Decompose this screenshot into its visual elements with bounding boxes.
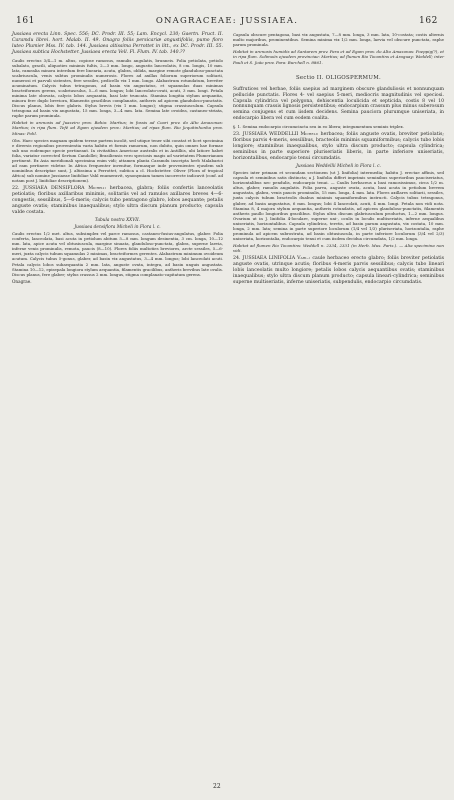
running-title: ONAGRACEAE: JUSSIAEA. (155, 16, 299, 26)
description-23: Species inter primam et secundam sectionem (ut J. linifolia) intermedia; habitu J. erectae affinis, sed capsula et seminibus satis distincta; a J. linifolia differt imprimis seminibus superioribus pauciseriatus, horizontalibus nec pendulis, endocarpio tenui. — Caulis herbaceus a basi ramosissimus, circa 1/2 m. altus, glaber, ramulis angulatis. Folia parva, anguste ovata, acuta, basi acuta in petiolum brevem angustata, glabra, venis paucis prominulis, 15 mm. longa, 4 mm. lata. Flores axillares solitarii, sessiles, juxta calycis tubum bracteolis duabus minimis squamiformibus instructi. Calycis tubus tetragonus, glaber, ad basin angustatus, 6 mm. longus; lobi 4 lanceolati, acuti, 4 mm. longi. Petala non vidi nota. Stamina 8, 4 majora stylum aequantia, antheris rotundatis, ad apicem glanduloso-punctatis, filamentis antheris paullo longioribus gracilibus. Stylus ultra discum glabriusculum productus, 1—2 mm. longus. Ovarium ut in J. linifolia 4-loculare, superne uni-, oculis in loculis multiseriatis, inferne aequalibus uniseriatis, horizontalibus. Capsula cylindrica, teretis, ad basin parum angustata, vix costata, 10 mm. longa, 2 mm. lata; semina in parte superiore loculorum (1/4 vel 1/3) pluriseriata, horizontalia, raphe prominula ad apicem subrostrata, ad basin obtusiuscula, in parte inferiore loculorum (3/4 vel 2/3) uniseriata, horizontalia, endocarpio tenui et cum iisdem decidua circumdata, 1/2 mm. longa. (233, 170, 444, 241)
species-23-caption: Jussiaea Weddellii Micheli in Flora l. c. (296, 164, 381, 170)
columns (12, 32, 444, 288)
left-column (12, 32, 223, 288)
species-24-text: caule herbaceo erecto glabro; foliis breviter petiolatis anguste ovatis, utrinque acutis; floribus 4-meris parvis sessilibus; calycis tubo lineari lobis lanceolatis multo longiore; petalis lobos calycis aequantibus ovatis; staminibus inaequalibus; stylo ultra discum planum producto; capsula lineari-cylindrica; seminibus superne multiseriatis, inferne uniseriatis, subpendulis, endocarpio circumdatis. (233, 256, 445, 286)
plate-label: Tabula nostra XXVII. (94, 218, 141, 224)
section-paragraph: §. 1. Semina endocarpio circumcincta seu in eo libera; integumentum seminis triplex. (233, 124, 404, 130)
footer-left: Onagrae. (12, 278, 32, 284)
description-22: Caulis erectus 1/2 met. altus, subsimplex vel parce ramosus, castaneo-fusius-angulatus, glaber. Folia conferta, lanceolata, basi acuta in petiolum abitum 5—8 mm. longum desinentia, 3 cm. longa, 10—12 mm. lata, apice acuta vel obtusiuscula, margine sinuata, glanduloso-punctata, glabra, superne laevia, inferne venis prominulis, remota, paucis (8—10). Flores foliis multoties breviores, arcte sessiles, 5—6-meri, juxta calycis tubum squamulas 2 minimas, bracteiformes gerentes. Alabastrum minimum ovoideum acutum. Calycis tubus 5-gonus, glaber, ad basin vix angustatus, 3—4 mm. longus; lobi lanceolati acuti. Petala calycis lobos subaequantia 2 mm. lata, anguste ovata, integra, ad basin unguis angustata. Stamina 10—12, episepala longiora stylum aequantia, filamentis gracilibus, antheris brevibus late ovalis. Discus planus, fere glaber; stylus crassus 2 mm. longus, stigma complanato-capitatum gerens. (12, 231, 223, 277)
species-22 (12, 186, 223, 216)
habitat-23: Habitat ad flumen Rio Tocantins: Weddell n. 2334, 2331 (in Herb. Mus. Paris.). — Alia specimina non vidi. (233, 242, 444, 254)
species-22-text: herbacea, glabra; foliis confertis lanceolatis petiolatis; floribus axillaribus minimis, solitariis vel ad ramulos axillares breves 4—6-congestis, sessilibus, 5—6-meris; calycis tubo pentagono glabro, lobos aequante; petalis anguste ovatis; staminibus inaequalibus; stylo ultra discum planum producto; capsula valde costata. (12, 186, 223, 216)
section-heading: Sectio II. OLIGOSPERMUM. (295, 74, 382, 81)
species-24 (233, 256, 444, 286)
synonyms: Jussiaea erecta Linn. Spec. 556; DC. Prodr. III. 55; Lam. Encycl. 230; Gaertn. Fruct. II. Caramdu librei. hort. Malab. II. 49. Onagra foliis persicariæ angustifoliis, pumo floro luteo Plumier Mss. IV. tab. 144. Jussiaea altissima Perrottet in litt., ex DC. Prodr. III. 55. Jussiaea subtica Hochstetter. Jussiaea erecta Vell. Fl. Flum. IV. tab. 140.?? (12, 32, 223, 55)
section-description: Suffrutices vel herbae, foliis saepius ad marginem obscure glanduliosis et nonnunquam pellucide punctatis. Flores 4- vel saepius 5-meri, mediocris magnitudinis vel speciosi. Capsula cylindrica vel polygona, dehiscentia loculicida et septicida, costis 8 vel 10 nonnunquam crassis lignosis persistentibus; endocarpium crassum plus minus suberosum semina conjugens et cum iisdem decidens. Semina pauciora plurumque uniseriata, in endocarpio libera vel cum eodem coalita. (233, 86, 444, 122)
observation: Obs. Haec species magnam quidem terrae partem incolit, sed utique tener sibi constat et licet specimina e diversis regionibus provenientia varia habitu et formis ramorum, non dubito, quin omnes hae formae sub uno eodemque specie pertineant. In civitatibus Americae australis et in Antilliis, ubi latiore habet folia, variatur corrected Sertum Candollei; Brasiliensis vero speciosis magis ad varietatem Plumerianum pertinent. Ex Asia meridionali specimina enim vidi; attamen planta Caramdu inscripta herb Malabarici ad eam pertinere videtur. In Africa frequenter invenitur, formasque inde provenientes ejusdem sub nominibus descriptae sunt, J. altissima a Perrottet, subtica a cl. Hochstetter. Oliver (Flora of tropical Africa) sub nomine Jussiaeae linifoliae Vahl enumeravit, synonymiam tamen incorrecte indicavit (conf. ad notam post J. linifoliae descriptionem). (12, 137, 223, 184)
habitat-right: Habitat in arenosis humidis ad Santarem prov. Para et ad Egam prov. do Alto Amazonas: Poeppig(?), et in ripa flum. Solimoés ejusdem provinciae: Martius; ad flumen Rio Tocantins et Araguay: Weddell; inter Pauli et S. João prov. Para: Burchell n. 8861. (233, 49, 444, 65)
plate-caption: Jussiaea densiflora Micheli in Flora l. c. (74, 225, 161, 231)
page-header (12, 16, 444, 26)
page-number-left: 161 (16, 16, 35, 26)
capsula-continued: Capsula obscure pentagona, basi vix angustata, 7—8 mm. longa, 3 mm. lata, 10-costata; costis alternis multo majoribus, prominentibus. Semina minima vix 1/2 mm. longa, laevia vel obscure punctata, raphe parum prominula. (233, 32, 444, 48)
page-number-right: 162 (419, 16, 438, 26)
species-23-title: 23. JUSSIAEA WEDDELLII Micheli: (233, 132, 319, 138)
right-column (233, 32, 444, 288)
signature-mark: 22 (213, 783, 221, 790)
species-23 (233, 132, 444, 162)
species-22-title: 22. JUSSIAEA DENSIFLORA Micheli: (12, 186, 107, 192)
species-24-title: 24. JUSSIAEA LINIFOLIA Vahl.: (233, 256, 311, 262)
description: Caulis erectus 3/4—1 m. altus, copiose ramosus, ramulis angulatis, brunneis. Folia petiolata, petiolo subalato, gracili, aliquoties minimis fultis, 2—3 mm. longo, angustis lanceolatis, 8 cm. longis, 10 mm. lata, ramealia minora interdum fere linearia, acuta, glabra, oblida, margine remote glanduloso-punctata scabriuscula, venis subtus prominulis numerosis. Flores ad axillas foliorum superiorum solitarii, numerosi et parvuli sistentes, fere sessiles, pedicello vix 1 mm. longo. Alabastrum rotundatum, breviter acuminatum. Calycis tubus tetragonus, ad basin vix angustatus, et squamulas duas minimas bracteiformes gerens, scabriusculus, 5—6 mm. longus; lobi lanceolato-ovati, acuti, 3 mm. longi. Petala minima late obovata, calycis lobos aequantia, basi late truncata. Stamina longitia stylum aequantia, minora fere duplo breviora, filamentis gracilibus complanatis, antheris ad apicem glanduloso-punctatis. Discus planus, lobis fere glabris. Stylus brevis (vix 1 mm. longus); stigma crassiusculum. Capsula tetragona ad basin vix angustata, 15 mm. longa, 3—4 mm. lata. Semina late ovoidea, castaneo-striata, raphe parum prominula. (12, 57, 223, 119)
habitat: Habitat in arenosis ad Juazeiro prov. Bahia: Martius; in fossis ad Coari prov. do Alto Amazonas: Martius; in ripa flum. Tefé ad Egam ejusdem prov.: Martius; ad ripas flum. Rio Jequitinhonha prov. Minas: Pohl. (12, 120, 223, 136)
species-23-text: herbacea; foliis anguste ovatis, breviter petiolatis; floribus parvis 4-meris, sessilibus, bracteolis minimis squamiformibus; calycis tubo lobis longiore; staminibus inaequalibus, stylo ultra discum producto; capsula cylindrica; seminibus in parte superiore pluriseriatis liberis, in parte inferiore uniseriatis, horizontalibus, endocarpio tenui circumdatis. (233, 132, 444, 162)
